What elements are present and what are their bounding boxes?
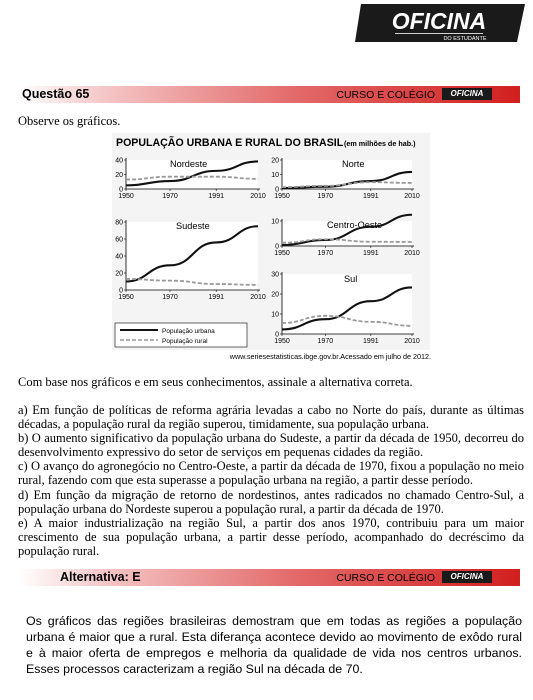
legend-rural: População rural xyxy=(162,338,208,345)
centro-oeste-x-tick-label: 2010 xyxy=(404,250,420,257)
sudeste-y-tick-label: 80 xyxy=(115,219,123,227)
option-e: e) A maior industrialização na região Sul, a partir dos anos 1970, contribuiu para um maior crescimento de sua população urbana, a partir desse período, acompanhado do decréscimo da população rural. xyxy=(18,515,524,558)
oficina-logo xyxy=(355,2,527,44)
nordeste-x-tick-label: 1991 xyxy=(208,193,224,200)
figure-title: POPULAÇÃO URBANA E RURAL DO BRASIL xyxy=(116,137,344,149)
option-a: a) Em função de políticas de reforma agrária levadas a cabo no Norte do país, durante as últimas décadas, a população rural da região superou, timidamente, sua população urbana. xyxy=(18,403,524,432)
norte-x-tick-label: 1950 xyxy=(274,193,290,200)
centro-oeste-y-tick-label: 0 xyxy=(275,243,279,251)
sudeste-y-tick-label: 20 xyxy=(115,270,123,278)
norte-x-tick-label: 1970 xyxy=(317,193,334,200)
question-number: Questão 65 xyxy=(22,87,90,101)
nordeste-y-tick-label: 20 xyxy=(115,172,123,179)
figure-unit: (em milhões de hab.) xyxy=(344,139,416,148)
sul-panel-title: Sul xyxy=(344,274,358,284)
nordeste-x-tick-label: 1970 xyxy=(162,193,178,200)
answer-options xyxy=(18,403,524,558)
sul-x-tick-label: 1950 xyxy=(274,338,290,345)
question-header-bar xyxy=(18,86,520,103)
centro-oeste-panel-title: Centro-Oeste xyxy=(327,220,383,230)
answer-header-bar xyxy=(18,569,520,586)
norte-y-tick-label: 10 xyxy=(271,172,279,179)
norte-x-tick-label: 1991 xyxy=(363,193,379,200)
sudeste-y-tick-label: 40 xyxy=(115,253,123,261)
answer-explanation: Os gráficos das regiões brasileiras demostram que em todas as regiões a população urbana é maior que a rural. Esta diferança acontece devido ao movimento de exôdo rural e à maior oferta de empregos e melhoria da qualidade de vida nos centros urbanos. Esses processos caracterizam a região Sul na década de 70. xyxy=(26,614,522,676)
norte-x-tick-label: 2010 xyxy=(404,193,420,200)
answer-oficina-badge: OFICINA xyxy=(442,571,492,583)
nordeste-x-tick-label: 2010 xyxy=(250,193,266,200)
sudeste-x-tick-label: 2010 xyxy=(250,294,266,301)
sul-y-tick-label: 10 xyxy=(271,311,279,319)
answer-label: Alternativa: E xyxy=(60,570,141,584)
figure-source: www.seriesestatisticas.ibge.gov.br.Acessado em julho de 2012. xyxy=(229,352,431,361)
nordeste-y-tick-label: 40 xyxy=(115,157,123,165)
nordeste-y-tick-label: 0 xyxy=(119,186,123,194)
answer-course-label: CURSO E COLÉGIO xyxy=(336,572,435,584)
legend-urban: População urbana xyxy=(162,328,215,335)
norte-panel-title: Norte xyxy=(342,159,365,169)
sul-x-tick-label: 1970 xyxy=(317,338,334,345)
sul-y-tick-label: 20 xyxy=(271,291,279,299)
option-b: b) O aumento significativo da população urbana do Sudeste, a partir da década de 1950, decorreu do desenvolvimento expressivo do setor de serviços em pequenas cidades da região. xyxy=(18,431,524,460)
norte-y-tick-label: 0 xyxy=(275,186,279,194)
sul-y-tick-label: 0 xyxy=(275,331,279,339)
nordeste-x-tick-label: 1950 xyxy=(118,193,134,200)
sudeste-x-tick-label: 1970 xyxy=(162,294,178,301)
population-figure xyxy=(112,133,432,365)
centro-oeste-x-tick-label: 1991 xyxy=(363,250,379,257)
logo-wordmark: OFICINA xyxy=(391,8,487,34)
norte-y-tick-label: 20 xyxy=(271,157,279,165)
sudeste-panel-title: Sudeste xyxy=(176,221,210,231)
nordeste-panel-title: Nordeste xyxy=(170,159,208,169)
sudeste-x-tick-label: 1991 xyxy=(208,294,224,301)
option-d: d) Em função da migração de retorno de nordestinos, antes radicados no chamado Centro-Sul, a população urbana do Nordeste superou a população rural, a partir da década de 1970. xyxy=(18,487,524,516)
logo-tagline: DO ESTUDANTE xyxy=(443,36,487,42)
option-c: c) O avanço do agronegócio no Centro-Oeste, a partir da década de 1970, fixou a população no meio rural, fazendo com que esta superasse a população urbana na região, a partir desse período. xyxy=(18,459,524,488)
oficina-badge: OFICINA xyxy=(442,88,492,100)
centro-oeste-x-tick-label: 1950 xyxy=(274,250,290,257)
centro-oeste-x-tick-label: 1970 xyxy=(317,250,334,257)
sudeste-x-tick-label: 1950 xyxy=(118,294,134,301)
centro-oeste-y-tick-label: 10 xyxy=(271,218,279,226)
sudeste-y-tick-label: 60 xyxy=(115,236,123,244)
question-text: Com base nos gráficos e em seus conhecimentos, assinale a alternativa correta. xyxy=(18,375,413,389)
intro-text: Observe os gráficos. xyxy=(18,114,121,128)
course-label: CURSO E COLÉGIO xyxy=(336,89,435,101)
sul-y-tick-label: 30 xyxy=(271,271,279,279)
sudeste-y-tick-label: 0 xyxy=(119,287,123,295)
sul-x-tick-label: 2010 xyxy=(404,338,420,345)
sul-x-tick-label: 1991 xyxy=(363,338,379,345)
